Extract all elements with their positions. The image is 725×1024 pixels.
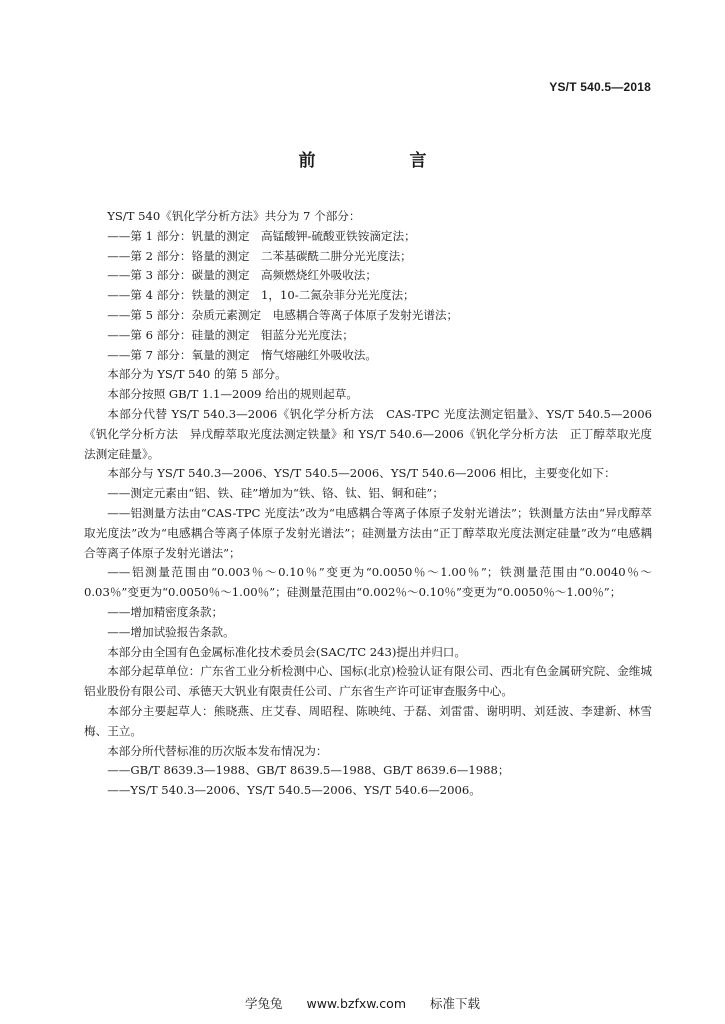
- document-body: [84, 207, 652, 801]
- replaces-paragraph: 本部分代替 YS/T 540.3—2006《钒化学分析方法 CAS-TPC 光度法测定铝量》、YS/T 540.5—2006《钒化学分析方法 异戊醇萃取光度法测定铁量》和 YS/T 540.6—2006《钒化学分析方法 正丁醇萃取光度法测定硅量》。: [84, 406, 652, 461]
- history-intro: 本部分所代替标准的历次版本发布情况为：: [107, 743, 328, 758]
- footer-tagline: 标准下载: [430, 996, 481, 1011]
- page-title: 前 言: [298, 151, 471, 171]
- history-item: ——YS/T 540.3—2006、YS/T 540.5—2006、YS/T 540.6—2006。: [107, 783, 481, 798]
- drafting-rules: 本部分按照 GB/T 1.1—2009 给出的规则起草。: [107, 387, 358, 402]
- drafters: 本部分主要起草人：熊晓燕、庄艾春、周昭程、陈映纯、于磊、刘雷雷、谢明明、刘廷波、李建新、林雪梅、王立。: [84, 703, 652, 738]
- list-item-part: ——第 7 部分：氧量的测定 惰气熔融红外吸收法。: [107, 347, 377, 362]
- change-item: ——铝测量范围由“0.003％～0.10％”变更为“0.0050％～1.00％”；铁测量范围由“0.0040％～0.03％”变更为“0.0050％～1.00％”；硅测量范围由“0.002％～0.10％”变更为“0.0050％～1.00％”；: [84, 565, 652, 600]
- change-item: ——增加精密度条款；: [107, 604, 224, 619]
- list-item-part: ——第 3 部分：碳量的测定 高频燃烧红外吸收法；: [107, 268, 377, 283]
- intro-paragraph: YS/T 540《钒化学分析方法》共分为 7 个部分：: [107, 209, 361, 223]
- change-item: ——测定元素由“铝、铁、硅”增加为“铁、铬、钛、铝、铜和硅”；: [107, 486, 444, 501]
- footer-url[interactable]: www.bzfxw.com: [306, 996, 407, 1011]
- part-statement: 本部分为 YS/T 540 的第 5 部分。: [107, 367, 287, 382]
- history-item: ——GB/T 8639.3—1988、GB/T 8639.5—1988、GB/T 8639.6—1988；: [107, 763, 510, 778]
- footer-site-name: 学兔兔: [244, 996, 283, 1011]
- list-item-part: ——第 4 部分：铁量的测定 1，10-二氮杂菲分光光度法；: [107, 288, 415, 303]
- list-item-part: ——第 5 部分：杂质元素测定 电感耦合等离子体原子发射光谱法；: [107, 307, 459, 322]
- list-item-part: ——第 6 部分：硅量的测定 钼蓝分光光度法；: [107, 327, 354, 342]
- standard-code: YS/T 540.5—2018: [549, 80, 651, 94]
- change-item: ——铝测量方法由“CAS-TPC 光度法”改为“电感耦合等离子体原子发射光谱法”；铁测量方法由“异戊醇萃取光度法”改为“电感耦合等离子体原子发射光谱法”；硅测量方法由“正丁醇萃取光度法测定硅量”改为“电感耦合等离子体原子发射光谱法”；: [84, 505, 652, 560]
- changes-intro: 本部分与 YS/T 540.3—2006、YS/T 540.5—2006、YS/T 540.6—2006 相比，主要变化如下：: [107, 466, 616, 481]
- drafting-units: 本部分起草单位：广东省工业分析检测中心、国标(北京)检验认证有限公司、西北有色金属研究院、金维城铝业股份有限公司、承德天大钒业有限责任公司、广东省生产许可证审查服务中心。: [84, 664, 652, 699]
- change-item: ——增加试验报告条款。: [107, 624, 235, 639]
- footer: [0, 994, 725, 1012]
- list-item-part: ——第 2 部分：铬量的测定 二苯基碳酰二肼分光光度法；: [107, 248, 412, 263]
- proposer-paragraph: 本部分由全国有色金属标准化技术委员会(SAC/TC 243)提出并归口。: [107, 644, 466, 659]
- list-item-part: ——第 1 部分：钒量的测定 高锰酸钾-硫酸亚铁铵滴定法；: [107, 228, 416, 243]
